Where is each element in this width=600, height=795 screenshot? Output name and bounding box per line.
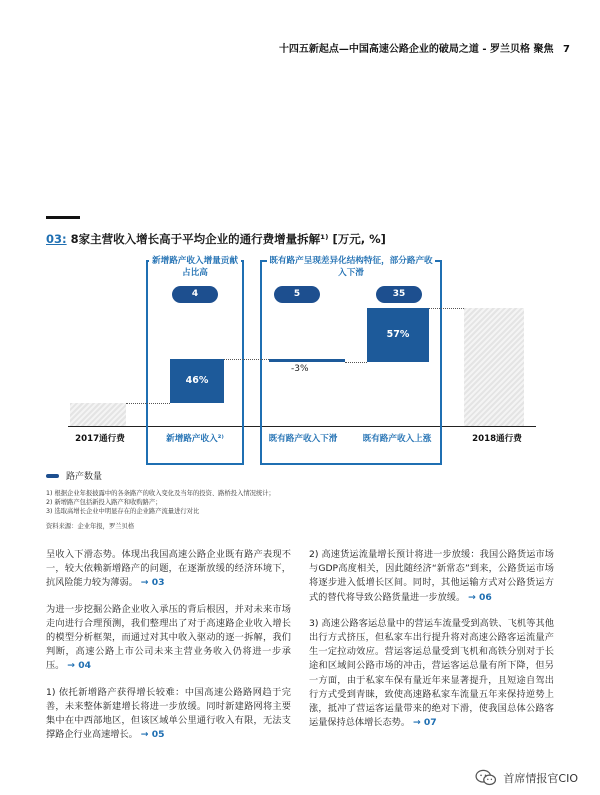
wechat-icon	[475, 769, 497, 787]
exhibit-link[interactable]: → 06	[468, 591, 492, 603]
running-header	[250, 40, 570, 55]
section-rule	[46, 216, 80, 219]
exhibit-link[interactable]: → 04	[67, 660, 91, 672]
watermark-text: 首席情报官CIO	[503, 772, 578, 785]
exhibit-link[interactable]: → 03	[140, 577, 165, 589]
paragraph	[46, 603, 291, 674]
road-count-pill-existing-growth: 35	[376, 286, 422, 303]
paragraph-text: 1) 依托新增路产获得增长较难：中国高速公路路网趋于完善，未来整体新建增长将进一步放缓。同时新建路网将主要集中在中西部地区，但该区域单公里通行收入有限，无法支撑路企行业高速增长。	[46, 686, 291, 741]
paragraph	[309, 617, 554, 731]
data-label-new-assets: 46%	[185, 375, 209, 387]
bar-existing-growth	[367, 308, 429, 362]
footnote-1: 1) 根据企业年报披露中的各条路产的收入变化及当年的投资、路桥投入情况统计；	[46, 490, 275, 497]
group-header-new-assets: 新增路产收入增量贡献占比高	[149, 255, 241, 279]
paragraph	[309, 548, 554, 605]
exhibit-link[interactable]: → 05	[140, 729, 165, 741]
connector-line	[224, 359, 269, 360]
page-number: 7	[563, 44, 570, 55]
category-label-new-assets: 新增路产收入²⁾	[166, 434, 224, 444]
running-header-title: 十四五新起点—中国高速公路企业的破局之道 - 罗兰贝格 聚焦	[278, 44, 554, 55]
paragraph	[46, 686, 291, 743]
connector-line	[345, 362, 367, 363]
paragraph-text: 为进一步挖掘公路企业收入承压的背后根因，并对未来市场走向进行合理预测，我们整理出了对于高速路企业收入增长的模型分析框架，而通过对其中收入驱动的逐一拆解，我们判断，高速公路上市公司未来主营业务收入仍将进一步承压。	[46, 603, 291, 672]
body-column-left	[46, 548, 291, 754]
figure-title	[46, 231, 386, 247]
road-count-pill-existing-decline: 5	[274, 286, 320, 303]
data-label-existing-decline: -3%	[291, 363, 309, 374]
body-column-right	[309, 548, 554, 742]
figure-number: 03:	[46, 232, 67, 246]
footnote-2: 2) 新增路产包括新投入路产和收购路产；	[46, 499, 162, 506]
group-header-existing-assets: 既有路产呈现差异化结构特征，部分路产收入下滑	[267, 255, 435, 279]
paragraph-text: 3) 高速公路客运总量中的营运车流量受到高铁、飞机等其他出行方式挤压，但私家车出行提升将对高速公路客运流量产生一定拉动效应。营运客运总量受到飞机和高铁分别对于长途和区域间公路市场的冲击，营运客运总量有所下降，但另一方面，由于私家车保有量近年来显著提升，且短途自驾出行方式受到青睐，致使高速路私家车流量五年来保持逆势上涨，抵冲了营运客运量带来的绝对下滑，使我国总体公路客运量保持总体增长态势。	[309, 617, 554, 729]
bar-existing-decline	[269, 359, 345, 362]
connector-line	[429, 308, 464, 309]
watermark	[475, 769, 578, 787]
figure-source: 资料来源：企业年报，罗兰贝格	[46, 523, 135, 530]
bar-2017-total	[70, 403, 126, 426]
category-label-existing-decline: 既有路产收入下滑	[268, 434, 338, 444]
waterfall-chart	[46, 252, 556, 467]
connector-line	[126, 403, 170, 404]
footnote-3: 3) 选取高增长企业中明显存在的企业路产流量进行对比	[46, 508, 200, 515]
paragraph	[46, 548, 291, 591]
figure-title-text: 8家主营收入增长高于平均企业的通行费增量拆解¹⁾ [万元, %]	[70, 232, 386, 246]
bar-new-assets	[170, 359, 224, 403]
bar-2018-total	[464, 308, 524, 427]
paragraph-text: 呈收入下滑态势。体现出我国高速公路企业既有路产表现不一，较大依赖新增路产的问题，在逐渐放缓的经济环境下，抗风险能力较为薄弱。	[46, 549, 291, 589]
legend-label: 路产数量	[66, 472, 103, 482]
category-label-2018: 2018通行费	[472, 434, 522, 444]
exhibit-link[interactable]: → 07	[412, 717, 437, 729]
road-count-pill-new-assets: 4	[172, 286, 218, 303]
category-label-2017: 2017通行费	[75, 434, 125, 444]
paragraph-text: 2) 高速货运流量增长预计将进一步放缓：我国公路货运市场与GDP高度相关，因此随经济“新常态”到来，公路货运市场将逐步进入低增长区间。同时，其他运输方式对公路货运方式的替代将导致公路货量进一步放缓。	[309, 549, 554, 603]
legend-swatch	[46, 474, 59, 478]
data-label-existing-growth: 57%	[386, 328, 410, 340]
category-label-existing-growth: 既有路产收入上涨	[362, 434, 432, 444]
